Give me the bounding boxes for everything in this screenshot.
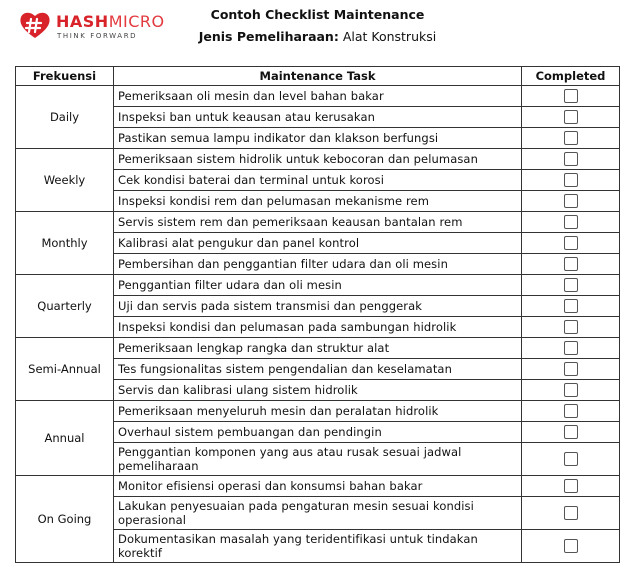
- document-title: Contoh Checklist Maintenance: [210, 7, 425, 22]
- completed-checkbox[interactable]: [564, 341, 578, 355]
- completed-checkbox[interactable]: [564, 236, 578, 250]
- subtitle-value: Alat Konstruksi: [338, 29, 437, 44]
- completed-checkbox[interactable]: [564, 383, 578, 397]
- completed-checkbox[interactable]: [564, 257, 578, 271]
- table-row: [16, 275, 620, 296]
- table-row: [16, 401, 620, 422]
- completed-cell: [522, 86, 620, 107]
- frequency-cell: Daily: [16, 86, 114, 149]
- task-cell: Cek kondisi baterai dan terminal untuk korosi: [114, 170, 522, 191]
- completed-cell: [522, 359, 620, 380]
- completed-cell: [522, 128, 620, 149]
- frequency-cell: Weekly: [16, 149, 114, 212]
- table-row: [16, 86, 620, 107]
- completed-cell: [522, 443, 620, 476]
- task-cell: Monitor efisiensi operasi dan konsumsi bahan bakar: [114, 476, 522, 497]
- column-header-task: Maintenance Task: [114, 67, 522, 86]
- logo-wordmark: HASHMICRO: [56, 12, 165, 31]
- frequency-cell: Annual: [16, 401, 114, 476]
- completed-checkbox[interactable]: [564, 479, 578, 493]
- task-cell: Lakukan penyesuaian pada pengaturan mesin sesuai kondisi operasional: [114, 497, 522, 530]
- completed-checkbox[interactable]: [564, 362, 578, 376]
- completed-cell: [522, 233, 620, 254]
- completed-checkbox[interactable]: [564, 539, 578, 553]
- task-cell: Pemeriksaan menyeluruh mesin dan peralatan hidrolik: [114, 401, 522, 422]
- frequency-cell: Quarterly: [16, 275, 114, 338]
- completed-cell: [522, 296, 620, 317]
- completed-checkbox[interactable]: [564, 173, 578, 187]
- completed-checkbox[interactable]: [564, 89, 578, 103]
- task-cell: Inspeksi kondisi rem dan pelumasan mekanisme rem: [114, 191, 522, 212]
- subtitle-label: Jenis Pemeliharaan:: [198, 29, 339, 44]
- task-cell: Kalibrasi alat pengukur dan panel kontrol: [114, 233, 522, 254]
- completed-checkbox[interactable]: [564, 506, 578, 520]
- task-cell: Servis sistem rem dan pemeriksaan keausan bantalan rem: [114, 212, 522, 233]
- completed-cell: [522, 275, 620, 296]
- task-cell: Pemeriksaan lengkap rangka dan struktur alat: [114, 338, 522, 359]
- frequency-cell: Monthly: [16, 212, 114, 275]
- frequency-cell: Semi-Annual: [16, 338, 114, 401]
- table-row: [16, 476, 620, 497]
- completed-checkbox[interactable]: [564, 194, 578, 208]
- table-row: [16, 338, 620, 359]
- completed-checkbox[interactable]: [564, 152, 578, 166]
- completed-cell: [522, 107, 620, 128]
- task-cell: Tes fungsionalitas sistem pengendalian dan keselamatan: [114, 359, 522, 380]
- column-header-completed: Completed: [522, 67, 620, 86]
- completed-cell: [522, 476, 620, 497]
- task-cell: Inspeksi ban untuk keausan atau kerusakan: [114, 107, 522, 128]
- completed-cell: [522, 422, 620, 443]
- task-cell: Servis dan kalibrasi ulang sistem hidrolik: [114, 380, 522, 401]
- task-cell: Penggantian filter udara dan oli mesin: [114, 275, 522, 296]
- completed-checkbox[interactable]: [564, 299, 578, 313]
- table-header-row: [16, 67, 620, 86]
- completed-cell: [522, 317, 620, 338]
- task-cell: Overhaul sistem pembuangan dan pendingin: [114, 422, 522, 443]
- task-cell: Pemeriksaan oli mesin dan level bahan bakar: [114, 86, 522, 107]
- task-cell: Pastikan semua lampu indikator dan klakson berfungsi: [114, 128, 522, 149]
- table-row: [16, 212, 620, 233]
- task-cell: Inspeksi kondisi dan pelumasan pada sambungan hidrolik: [114, 317, 522, 338]
- column-header-frekuensi: Frekuensi: [16, 67, 114, 86]
- completed-checkbox[interactable]: [564, 404, 578, 418]
- completed-cell: [522, 338, 620, 359]
- completed-checkbox[interactable]: [564, 131, 578, 145]
- document-subtitle: [0, 29, 635, 44]
- completed-cell: [522, 380, 620, 401]
- task-cell: Dokumentasikan masalah yang teridentifikasi untuk tindakan korektif: [114, 530, 522, 563]
- table-row: [16, 149, 620, 170]
- completed-cell: [522, 530, 620, 563]
- frequency-cell: On Going: [16, 476, 114, 563]
- completed-cell: [522, 254, 620, 275]
- completed-cell: [522, 191, 620, 212]
- completed-checkbox[interactable]: [564, 452, 578, 466]
- task-cell: Uji dan servis pada sistem transmisi dan penggerak: [114, 296, 522, 317]
- task-cell: Pemeriksaan sistem hidrolik untuk kebocoran dan pelumasan: [114, 149, 522, 170]
- completed-checkbox[interactable]: [564, 320, 578, 334]
- completed-checkbox[interactable]: [564, 278, 578, 292]
- completed-checkbox[interactable]: [564, 215, 578, 229]
- completed-cell: [522, 401, 620, 422]
- completed-cell: [522, 170, 620, 191]
- task-cell: Pembersihan dan penggantian filter udara dan oli mesin: [114, 254, 522, 275]
- completed-cell: [522, 212, 620, 233]
- completed-checkbox[interactable]: [564, 425, 578, 439]
- logo-tagline: THINK FORWARD: [57, 32, 138, 40]
- task-cell: Penggantian komponen yang aus atau rusak sesuai jadwal pemeliharaan: [114, 443, 522, 476]
- completed-cell: [522, 497, 620, 530]
- maintenance-checklist-table: [15, 66, 620, 563]
- completed-cell: [522, 149, 620, 170]
- completed-checkbox[interactable]: [564, 110, 578, 124]
